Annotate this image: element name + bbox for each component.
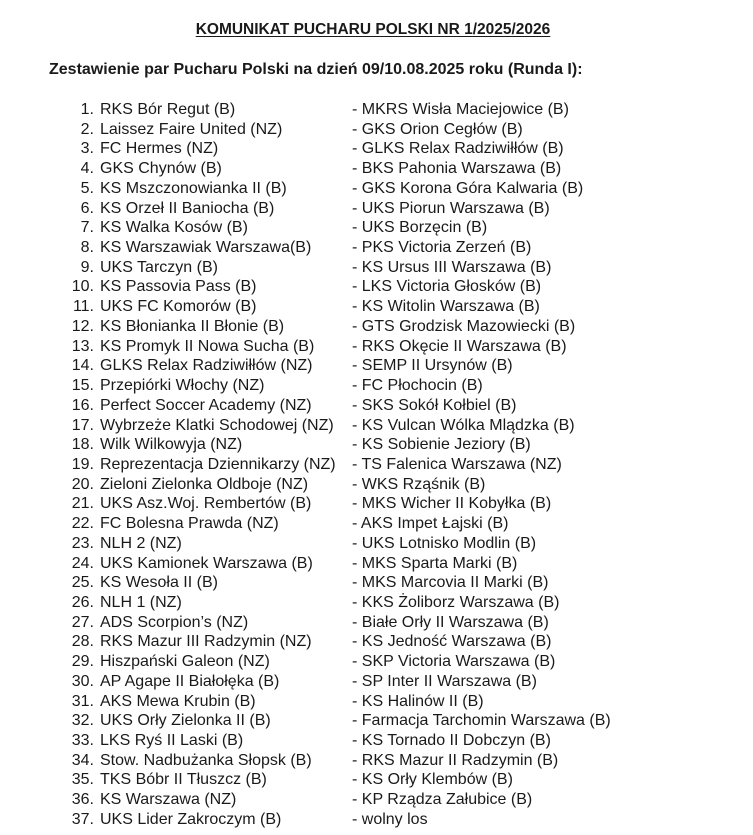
pair-number: 14. (71, 357, 94, 375)
pair-away-team: - KS Halinów II (B) (352, 692, 484, 710)
pair-number: 35. (71, 771, 94, 789)
pair-home-team: UKS Kamionek Warszawa (B) (100, 554, 313, 572)
pair-home-team: NLH 2 (NZ) (100, 534, 182, 552)
pair-number: 26. (71, 593, 94, 611)
pair-home-team: NLH 1 (NZ) (100, 593, 182, 611)
pair-row (0, 475, 753, 495)
pair-away-team: - Białe Orły II Warszawa (B) (352, 613, 549, 631)
pair-row (0, 455, 753, 475)
pair-away-team: - TS Falenica Warszawa (NZ) (352, 455, 562, 473)
pair-row (0, 199, 753, 219)
pair-away-team: - GLKS Relax Radziwiłłów (B) (352, 140, 564, 158)
pair-away-team: - KP Rządza Załubice (B) (352, 791, 533, 809)
pair-row (0, 554, 753, 574)
pair-away-team: - LKS Victoria Głosków (B) (352, 278, 542, 296)
pair-away-team: - MKRS Wisła Maciejowice (B) (352, 101, 569, 118)
pair-row (0, 139, 753, 159)
pair-away-team: - AKS Impet Łajski (B) (352, 515, 509, 533)
pair-away-team: - MKS Marcovia II Marki (B) (352, 574, 549, 592)
pair-number: 28. (71, 633, 94, 651)
pair-away-team: - KS Vulcan Wólka Mlądzka (B) (352, 416, 575, 434)
pair-row (0, 593, 753, 613)
pair-row (0, 810, 753, 830)
pair-number: 13. (71, 337, 94, 355)
pair-number: 25. (71, 574, 94, 592)
pair-number: 19. (71, 455, 94, 473)
pair-home-team: Zieloni Zielonka Oldboje (NZ) (100, 475, 309, 493)
pair-away-team: - KS Jedność Warszawa (B) (352, 633, 552, 651)
pair-home-team: KS Warszawa (NZ) (100, 791, 237, 809)
pair-number: 2. (80, 120, 94, 138)
pair-row (0, 337, 753, 357)
pair-row (0, 120, 753, 140)
pair-home-team: RKS Mazur III Radzymin (NZ) (100, 633, 312, 651)
pair-row (0, 514, 753, 534)
pair-away-team: - wolny los (352, 810, 428, 828)
pair-number: 24. (71, 554, 94, 572)
pair-home-team: AP Agape II Białołęka (B) (100, 672, 280, 690)
pair-number: 8. (80, 239, 94, 257)
pair-number: 34. (71, 751, 94, 769)
pair-row (0, 297, 753, 317)
pair-away-team: - FC Płochocin (B) (352, 377, 483, 395)
pair-home-team: Przepiórki Włochy (NZ) (100, 377, 265, 395)
pair-number: 36. (71, 791, 94, 809)
pair-away-team: - UKS Borzęcin (B) (352, 219, 488, 237)
pair-home-team: KS Passovia Pass (B) (100, 278, 257, 296)
pair-away-team: - MKS Sparta Marki (B) (352, 554, 518, 572)
pair-row (0, 396, 753, 416)
pair-away-team: - KS Sobienie Jeziory (B) (352, 436, 531, 454)
pair-home-team: TKS Bóbr II Tłuszcz (B) (100, 771, 267, 789)
pair-home-team: RKS Bór Regut (B) (100, 101, 236, 118)
pair-home-team: KS Mszczonowianka II (B) (100, 179, 287, 197)
pair-number: 15. (71, 377, 94, 395)
pair-row (0, 179, 753, 199)
pair-number: 9. (80, 258, 94, 276)
pair-row (0, 731, 753, 751)
pair-number: 18. (71, 436, 94, 454)
pair-home-team: UKS FC Komorów (B) (100, 298, 257, 316)
pairs-list (0, 100, 753, 830)
pair-row (0, 692, 753, 712)
pair-away-team: - KKS Żoliborz Warszawa (B) (352, 593, 560, 611)
pair-away-team: - WKS Rząśnik (B) (352, 475, 486, 493)
pair-home-team: Perfect Soccer Academy (NZ) (100, 396, 312, 414)
pair-number: 17. (71, 416, 94, 434)
pair-away-team: - BKS Pahonia Warszawa (B) (352, 160, 562, 178)
pair-away-team: - MKS Wicher II Kobyłka (B) (352, 495, 552, 513)
pair-home-team: Stow. Nadbużanka Słopsk (B) (100, 751, 312, 769)
pair-home-team: LKS Ryś II Laski (B) (100, 732, 244, 749)
pair-away-team: - GTS Grodzisk Mazowiecki (B) (352, 317, 576, 335)
pair-home-team: UKS Orły Zielonka II (B) (100, 712, 271, 730)
pair-number: 7. (80, 219, 94, 237)
pair-row (0, 751, 753, 771)
pair-number: 23. (71, 534, 94, 552)
pair-home-team: KS Promyk II Nowa Sucha (B) (100, 337, 315, 355)
pair-number: 27. (71, 613, 94, 631)
pair-away-team: - PKS Victoria Zerzeń (B) (352, 239, 532, 257)
pair-away-team: - KS Witolin Warszawa (B) (352, 298, 540, 316)
pair-number: 21. (71, 495, 94, 513)
pair-away-team: - SEMP II Ursynów (B) (352, 357, 513, 375)
pair-number: 12. (71, 317, 94, 335)
pair-row (0, 613, 753, 633)
pair-row (0, 159, 753, 179)
pair-home-team: GLKS Relax Radziwiłłów (NZ) (100, 357, 313, 375)
pair-home-team: UKS Tarczyn (B) (100, 258, 218, 276)
pair-row (0, 494, 753, 514)
pair-home-team: UKS Lider Zakroczym (B) (100, 810, 282, 828)
pair-away-team: - SP Inter II Warszawa (B) (352, 672, 537, 690)
pair-row (0, 711, 753, 731)
pair-home-team: Wybrzeże Klatki Schodowej (NZ) (100, 416, 334, 434)
pair-number: 11. (72, 298, 94, 316)
pair-away-team: - SKS Sokół Kołbiel (B) (352, 396, 517, 414)
pair-number: 5. (80, 179, 94, 197)
pair-row (0, 534, 753, 554)
pair-number: 10. (71, 278, 94, 296)
pair-home-team: Laissez Faire United (NZ) (100, 120, 283, 138)
document-title: KOMUNIKAT PUCHARU POLSKI NR 1/2025/2026 (195, 21, 551, 38)
pair-number: 29. (71, 653, 94, 671)
pair-away-team: - SKP Victoria Warszawa (B) (352, 653, 556, 671)
pair-row (0, 258, 753, 278)
pair-row (0, 652, 753, 672)
pair-away-team: - GKS Korona Góra Kalwaria (B) (352, 179, 584, 197)
pair-away-team: - UKS Lotnisko Modlin (B) (352, 534, 537, 552)
pair-row (0, 573, 753, 593)
pair-home-team: FC Hermes (NZ) (100, 140, 219, 158)
pair-home-team: Hiszpański Galeon (NZ) (100, 653, 270, 671)
pair-home-team: KS Wesoła II (B) (100, 574, 218, 592)
pair-row (0, 376, 753, 396)
pair-row (0, 416, 753, 436)
pair-home-team: GKS Chynów (B) (100, 160, 222, 178)
pair-away-team: - KS Tornado II Dobczyn (B) (352, 732, 551, 749)
pair-home-team: FC Bolesna Prawda (NZ) (100, 515, 279, 533)
pair-number: 37. (71, 810, 94, 828)
pair-away-team: - KS Orły Klembów (B) (352, 771, 513, 789)
pair-row (0, 632, 753, 652)
pair-away-team: - Farmacja Tarchomin Warszawa (B) (352, 712, 611, 730)
pair-row (0, 672, 753, 692)
pair-row (0, 238, 753, 258)
pair-row (0, 356, 753, 376)
pair-number: 30. (71, 672, 94, 690)
document-subtitle: Zestawienie par Pucharu Polski na dzień 09/10.08.2025 roku (Runda I): (49, 61, 583, 78)
pair-away-team: - GKS Orion Cegłów (B) (352, 120, 523, 138)
pair-home-team: KS Walka Kosów (B) (100, 219, 248, 237)
pair-away-team: - RKS Okęcie II Warszawa (B) (352, 337, 567, 355)
pair-row (0, 770, 753, 790)
pair-number: 33. (71, 732, 94, 749)
pair-number: 31. (71, 692, 94, 710)
pair-number: 22. (71, 515, 94, 533)
pair-number: 3. (80, 140, 94, 158)
pair-row (0, 317, 753, 337)
pair-number: 16. (71, 396, 94, 414)
pair-number: 1. (80, 101, 94, 118)
pair-row (0, 100, 753, 120)
pair-home-team: KS Błonianka II Błonie (B) (100, 317, 285, 335)
pair-home-team: KS Warszawiak Warszawa(B) (100, 239, 312, 257)
pair-home-team: ADS Scorpion’s (NZ) (100, 613, 249, 631)
pair-row (0, 790, 753, 810)
pair-number: 4. (80, 160, 94, 178)
pair-away-team: - KS Ursus III Warszawa (B) (352, 258, 552, 276)
pair-row (0, 277, 753, 297)
pair-home-team: Reprezentacja Dziennikarzy (NZ) (100, 455, 336, 473)
pair-away-team: - RKS Mazur II Radzymin (B) (352, 751, 559, 769)
pair-row (0, 435, 753, 455)
pair-home-team: Wilk Wilkowyja (NZ) (100, 436, 243, 454)
pair-number: 6. (80, 199, 94, 217)
pair-home-team: UKS Asz.Woj. Rembertów (B) (100, 495, 312, 513)
pair-row (0, 218, 753, 238)
pair-number: 20. (71, 475, 94, 493)
pair-home-team: KS Orzeł II Baniocha (B) (100, 199, 275, 217)
pair-number: 32. (71, 712, 94, 730)
pair-away-team: - UKS Piorun Warszawa (B) (352, 199, 550, 217)
pair-home-team: AKS Mewa Krubin (B) (100, 692, 256, 710)
